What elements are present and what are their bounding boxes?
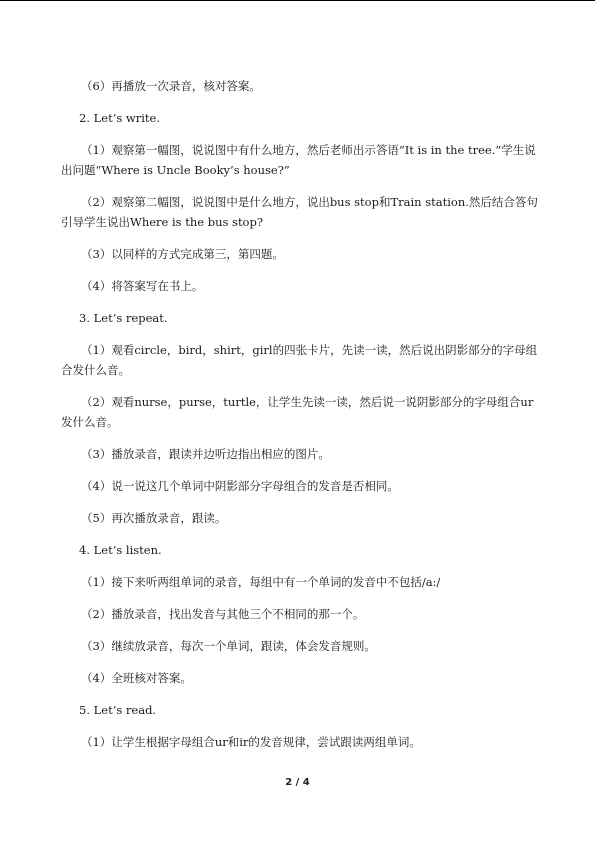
paragraph: （3）以同样的方式完成第三，第四题。 xyxy=(81,247,284,261)
paragraph: （2）观看nurse，purse，turtle，让学生先读一读，然后说一说阴影部分的字母组合ur发什么音。 xyxy=(61,395,534,429)
document-body xyxy=(61,76,541,764)
paragraph: （3）播放录音，跟读并边听边指出相应的图片。 xyxy=(81,447,330,461)
page-number: 2 / 4 xyxy=(285,777,310,788)
paragraph: （4）将答案写在书上。 xyxy=(81,279,204,293)
paragraph: （1）接下来听两组单词的录音，每组中有一个单词的发音中不包括/a:/ xyxy=(81,575,441,589)
paragraph: （1）观看circle，bird，shirt，girl的四张卡片，先读一读，然后说出阴影部分的字母组合发什么音。 xyxy=(61,343,538,377)
paragraph: （1）让学生根据字母组合ur和ir的发音规律，尝试跟读两组单词。 xyxy=(81,735,421,749)
paragraph: （4）全班核对答案。 xyxy=(81,671,192,685)
paragraph: （3）继续放录音，每次一个单词，跟读，体会发音规则。 xyxy=(81,639,376,653)
paragraph: （1）观察第一幅图，说说图中有什么地方，然后老师出示答语“It is in the tree.”学生说出问题“Where is Uncle Booky’s house?” xyxy=(61,143,536,177)
paragraph: （2）播放录音，找出发音与其他三个不相同的那一个。 xyxy=(81,607,365,621)
section-heading: 5. Let’s read. xyxy=(79,703,157,717)
top-border-line xyxy=(0,0,595,1)
paragraph: （6）再播放一次录音，核对答案。 xyxy=(81,79,261,93)
section-heading: 3. Let’s repeat. xyxy=(79,311,168,325)
paragraph: （2）观察第二幅图，说说图中是什么地方，说出bus stop和Train station.然后结合答句引导学生说出Where is the bus stop? xyxy=(61,195,538,229)
paragraph: （4）说一说这几个单词中阴影部分字母组合的发音是否相同。 xyxy=(81,479,399,493)
section-heading: 2. Let’s write. xyxy=(79,111,161,125)
section-heading: 4. Let’s listen. xyxy=(79,543,162,557)
paragraph: （5）再次播放录音，跟读。 xyxy=(81,511,227,525)
